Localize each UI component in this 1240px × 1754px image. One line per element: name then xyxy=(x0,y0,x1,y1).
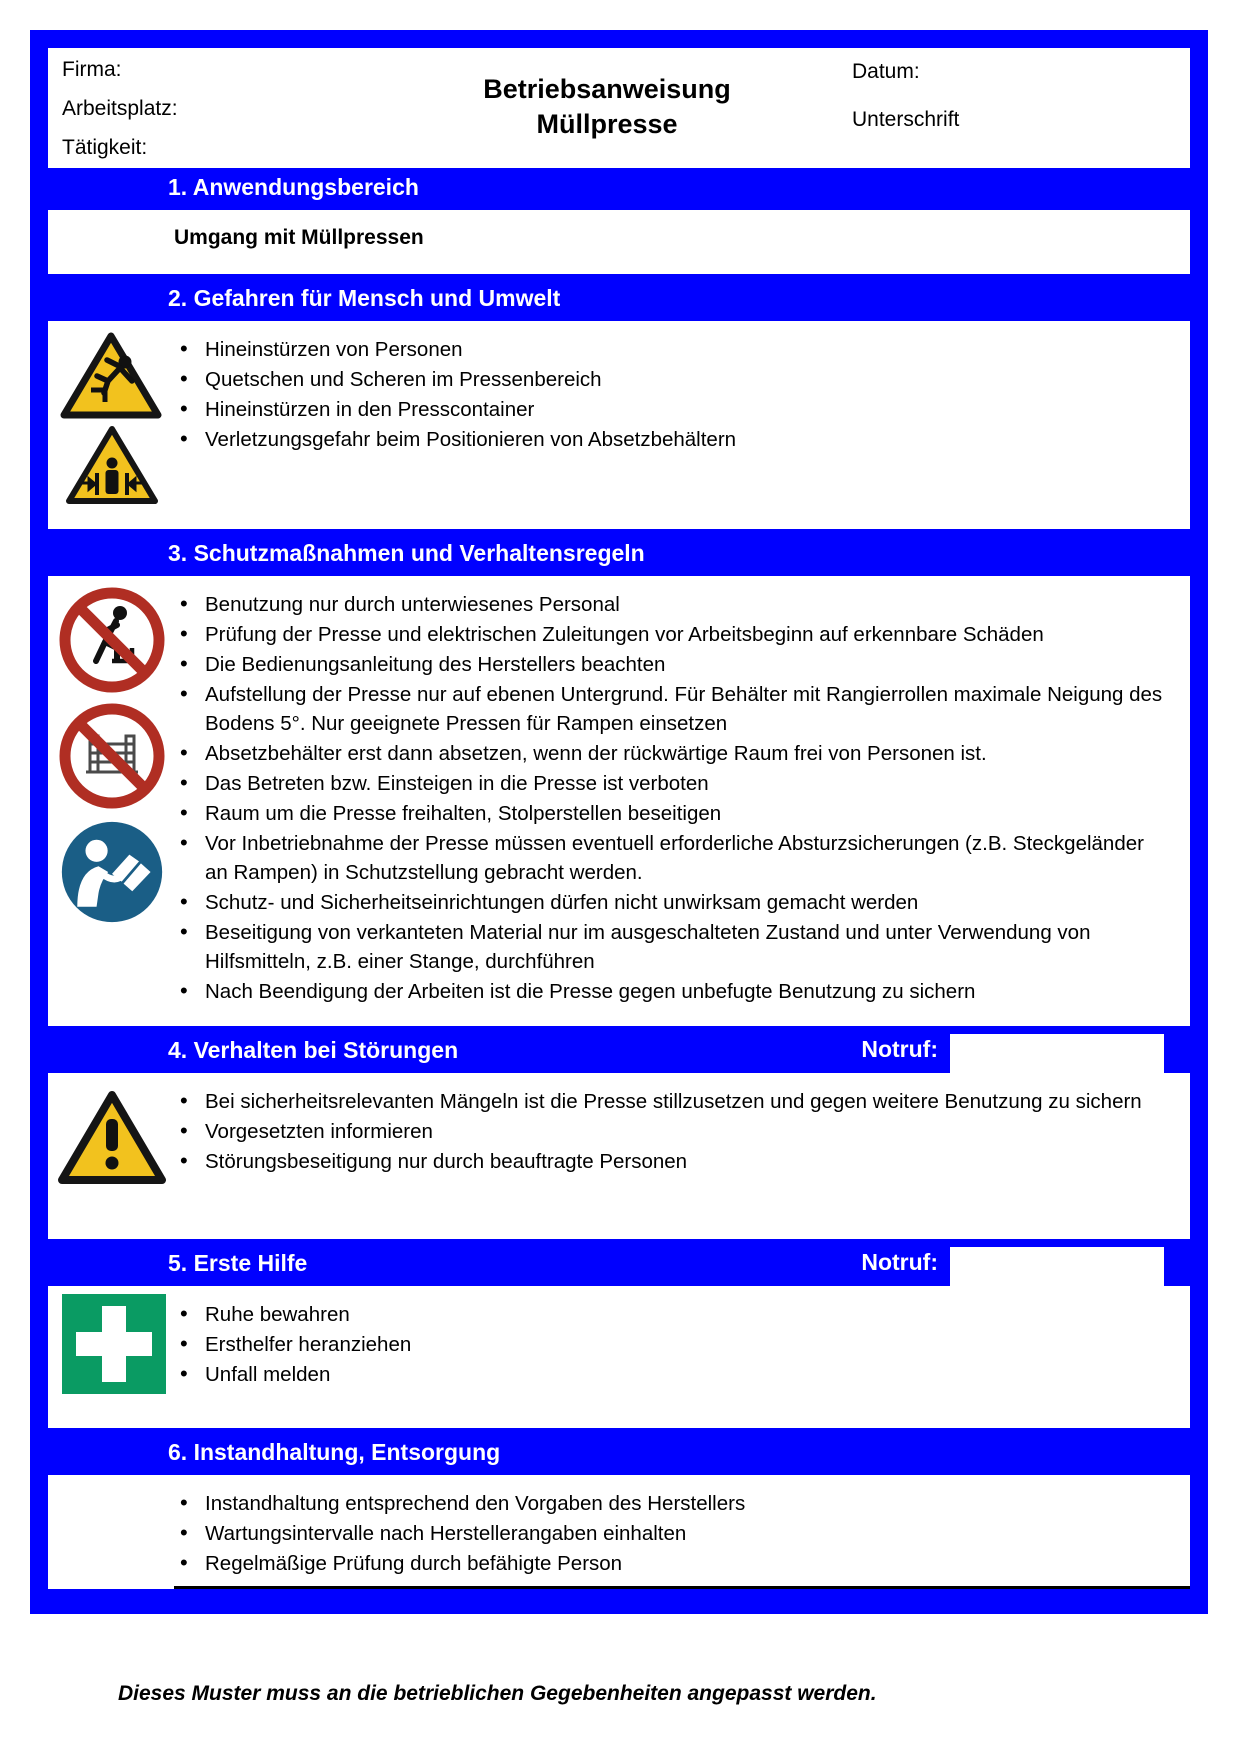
section-3-header xyxy=(48,534,1190,572)
list-item: • Die Bedienungsanleitung des Herstellers beachten xyxy=(178,650,1166,679)
section-1-title: 1. Anwendungsbereich xyxy=(168,173,419,200)
firma-label: Firma: xyxy=(62,58,122,81)
divider xyxy=(174,1586,1190,1589)
list-item: • Schutz- und Sicherheitseinrichtungen dürfen nicht unwirksam gemacht werden xyxy=(178,888,1166,917)
section-6-title: 6. Instandhaltung, Entsorgung xyxy=(168,1438,501,1465)
list-item: • Verletzungsgefahr beim Positionieren von Absetzbehältern xyxy=(178,425,1166,454)
list-item: • Vorgesetzten informieren xyxy=(178,1117,1166,1146)
section-5-content xyxy=(48,1286,1190,1428)
unterschrift-label: Unterschrift xyxy=(852,108,960,131)
notruf-label: Notruf: xyxy=(861,1249,938,1275)
first-aid-icon xyxy=(62,1294,166,1394)
section-4-content xyxy=(48,1073,1190,1239)
list-item: • Störungsbeseitigung nur durch beauftragte Personen xyxy=(178,1147,1166,1176)
general-warning-icon xyxy=(56,1087,168,1187)
document-title-line1: Betriebsanweisung xyxy=(483,74,731,104)
document-title xyxy=(362,58,852,160)
datum-label: Datum: xyxy=(852,60,920,83)
list-item: • Hineinstürzen von Personen xyxy=(178,335,1166,364)
list-item: • Aufstellung der Presse nur auf ebenen Untergrund. Für Behälter mit Rangierrollen maximale Neigung des Bodens 5°. Nur geeignete Pressen für Rampen einsetzen xyxy=(178,680,1166,738)
list-item: • Absetzbehälter erst dann absetzen, wenn der rückwärtige Raum frei von Personen ist. xyxy=(178,739,1166,768)
instruction-sheet xyxy=(30,30,1208,1614)
section-6-bullet-list xyxy=(48,1475,1190,1578)
crush-hazard-warning-icon xyxy=(64,423,160,507)
list-item: • Nach Beendigung der Arbeiten ist die Presse gegen unbefugte Benutzung zu sichern xyxy=(178,977,1166,1006)
notruf-input[interactable] xyxy=(950,1034,1164,1082)
section-1-header xyxy=(48,168,1190,206)
section-6-header xyxy=(48,1433,1190,1471)
section-4-bullet-list xyxy=(48,1073,1190,1176)
section-4-title: 4. Verhalten bei Störungen xyxy=(168,1036,459,1063)
form-header xyxy=(48,48,1190,168)
taetigkeit-label: Tätigkeit: xyxy=(62,136,148,159)
section-2-content xyxy=(48,321,1190,529)
list-item: • Wartungsintervalle nach Herstellerangaben einhalten xyxy=(178,1519,1166,1548)
list-item: • Ersthelfer heranziehen xyxy=(178,1330,1166,1359)
list-item: • Raum um die Presse freihalten, Stolperstellen beseitigen xyxy=(178,799,1166,828)
section-5-header xyxy=(48,1244,1190,1282)
list-item: • Hineinstürzen in den Presscontainer xyxy=(178,395,1166,424)
list-item: • Vor Inbetriebnahme der Presse müssen eventuell erforderliche Absturzsicherungen (z.B. Steckgeländer an Rampen) in Schutzstellung gebracht werden. xyxy=(178,829,1166,887)
arbeitsplatz-label: Arbeitsplatz: xyxy=(62,97,178,120)
list-item: • Instandhaltung entsprechend den Vorgaben des Herstellers xyxy=(178,1489,1166,1518)
section-3-content xyxy=(48,576,1190,1026)
notruf-label: Notruf: xyxy=(861,1036,938,1062)
section-2-title: 2. Gefahren für Mensch und Umwelt xyxy=(168,284,561,311)
section-5-bullet-list xyxy=(48,1286,1190,1389)
section-4-header xyxy=(48,1031,1190,1069)
no-storage-prohibition-icon xyxy=(56,700,168,812)
list-item: • Das Betreten bzw. Einsteigen in die Presse ist verboten xyxy=(178,769,1166,798)
fall-hazard-warning-icon xyxy=(58,329,164,421)
list-item: • Bei sicherheitsrelevanten Mängeln ist die Presse stillzusetzen und gegen weitere Benutzung zu sichern xyxy=(178,1087,1166,1116)
list-item: • Quetschen und Scheren im Pressenbereich xyxy=(178,365,1166,394)
notruf-input[interactable] xyxy=(950,1247,1164,1295)
list-item: • Beseitigung von verkanteten Material nur im ausgeschalteten Zustand und unter Verwendung von Hilfsmitteln, z.B. einer Stange, durchführen xyxy=(178,918,1166,976)
section-6-content xyxy=(48,1475,1190,1589)
list-item: • Prüfung der Presse und elektrischen Zuleitungen vor Arbeitsbeginn auf erkennbare Schäden xyxy=(178,620,1166,649)
list-item: • Ruhe bewahren xyxy=(178,1300,1166,1329)
list-item: • Benutzung nur durch unterwiesenes Personal xyxy=(178,590,1166,619)
section-5-title: 5. Erste Hilfe xyxy=(168,1249,308,1276)
section-2-header xyxy=(48,279,1190,317)
section-3-title: 3. Schutzmaßnahmen und Verhaltensregeln xyxy=(168,539,645,566)
list-item: • Regelmäßige Prüfung durch befähigte Person xyxy=(178,1549,1166,1578)
section-3-bullet-list xyxy=(48,576,1190,1006)
no-stepping-prohibition-icon xyxy=(56,584,168,696)
anwendungsbereich-text: Umgang mit Müllpressen xyxy=(174,226,424,249)
section-2-bullet-list xyxy=(48,321,1190,454)
list-item: • Unfall melden xyxy=(178,1360,1166,1389)
footer-note: Dieses Muster muss an die betrieblichen Gegebenheiten angepasst werden. xyxy=(118,1682,877,1705)
section-1-content xyxy=(48,210,1190,274)
document-title-line2: Müllpresse xyxy=(536,109,678,139)
read-manual-mandatory-icon xyxy=(58,818,166,926)
